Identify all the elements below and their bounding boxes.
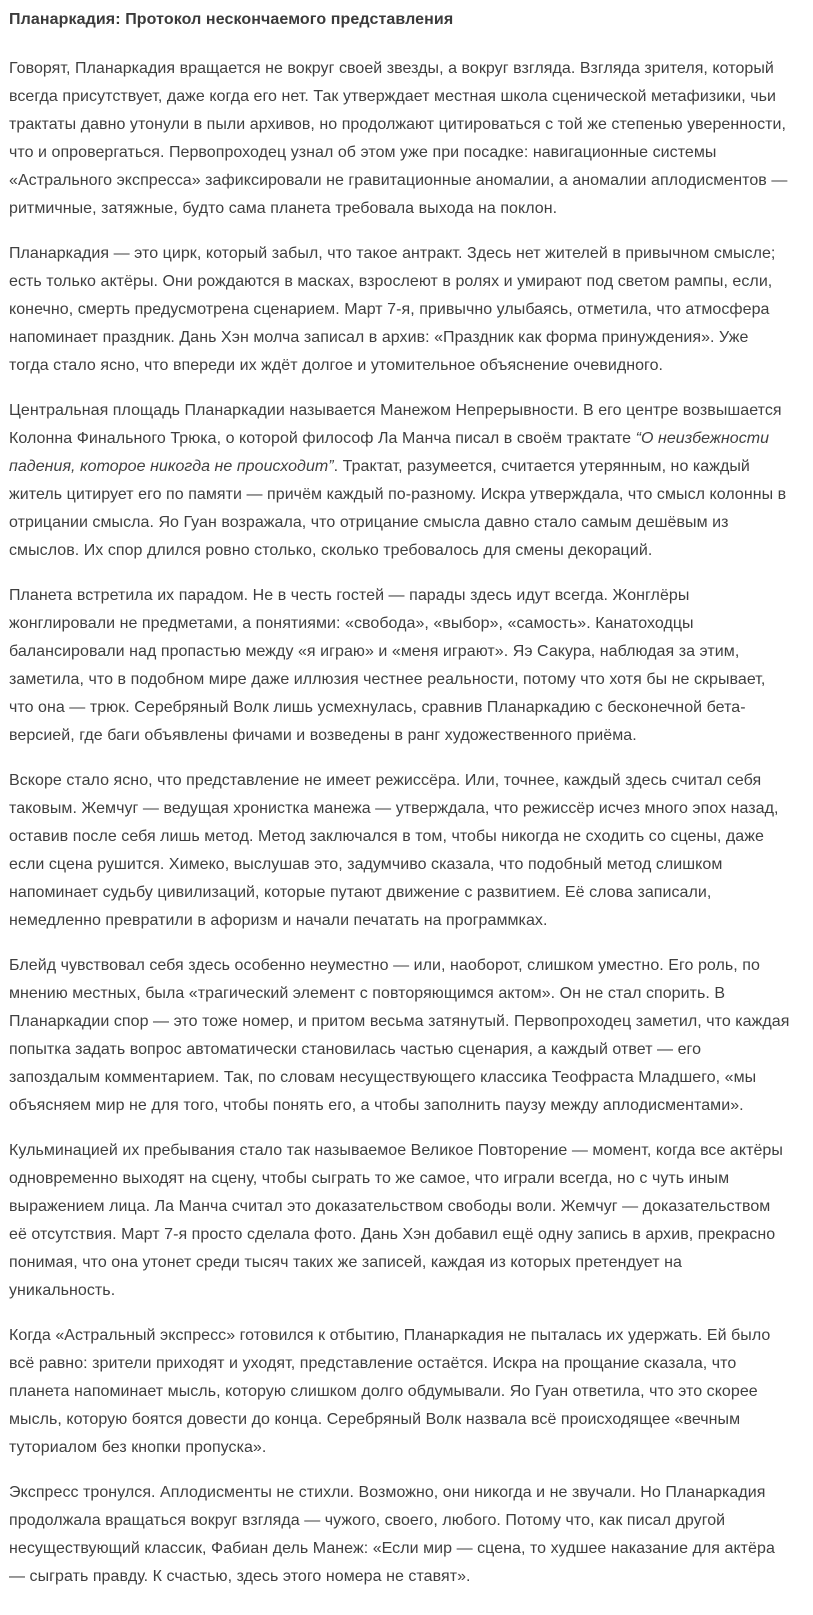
article-body	[9, 55, 792, 1591]
paragraph-text: Кульминацией их пребывания стало так называемое Великое Повторение — момент, когда все актёры одновременно выходят на сцену, чтобы сыграть то же самое, что играли всегда, но с чуть иным выражением лица. Ла Манча считал это доказательством свободы воли. Жемчуг — доказательством её отсутствия. Март 7-я просто сделала фото. Дань Хэн добавил ещё одну запись в архив, прекрасно понимая, что она утонет среди тысяч таких же записей, каждая из которых претендует на уникальность.	[9, 1142, 783, 1299]
paragraph	[9, 767, 792, 935]
paragraph	[9, 55, 792, 223]
paragraph	[9, 952, 792, 1120]
paragraph	[9, 240, 792, 380]
paragraph	[9, 397, 792, 565]
paragraph-text: Центральная площадь Планаркадии называется Манежом Непрерывности. В его центре возвышается Колонна Финального Трюка, о которой философ Ла Манча писал в своём трактате	[9, 402, 782, 447]
paragraph	[9, 1479, 792, 1591]
paragraph-text: Когда «Астральный экспресс» готовился к отбытию, Планаркадия не пыталась их удержать. Ей было всё равно: зрители приходят и уходят, представление остаётся. Искра на прощание сказала, что планета напоминает мысль, которую слишком долго обдумывали. Яо Гуан ответила, что это скорее мысль, которую боятся довести до конца. Серебряный Волк назвала всё происходящее «вечным туториалом без кнопки пропуска».	[9, 1327, 771, 1456]
page-title: Планаркадия: Протокол нескончаемого представления	[9, 11, 454, 28]
paragraph-text: Планета встретила их парадом. Не в честь гостей — парады здесь идут всегда. Жонглёры жонглировали не предметами, а понятиями: «свобода», «выбор», «самость». Канатоходцы балансировали над пропастью между «я играю» и «меня играют». Яэ Сакура, наблюдая за этим, заметила, что в подобном мире даже иллюзия честнее реальности, потому что хотя бы не скрывает, что она — трюк. Серебряный Волк лишь усмехнулась, сравнив Планаркадию с бесконечной бета-версией, где баги объявлены фичами и возведены в ранг художественного приёма.	[9, 587, 766, 744]
paragraph	[9, 582, 792, 750]
italic-quote-text: “О неизбежности падения, которое никогда не происходит”	[9, 430, 770, 475]
paragraph-text: Планаркадия — это цирк, который забыл, что такое антракт. Здесь нет жителей в привычном смысле; есть только актёры. Они рождаются в масках, взрослеют в ролях и умирают под светом рампы, если, конечно, смерть предусмотрена сценарием. Март 7-я, привычно улыбаясь, отметила, что атмосфера напоминает праздник. Дань Хэн молча записал в архив: «Праздник как форма принуждения». Уже тогда стало ясно, что впереди их ждёт долгое и утомительное объяснение очевидного.	[9, 245, 776, 374]
paragraph-text: Говорят, Планаркадия вращается не вокруг своей звезды, а вокруг взгляда. Взгляда зрителя, который всегда присутствует, даже когда его нет. Так утверждает местная школа сценической метафизики, чьи трактаты давно утонули в пыли архивов, но продолжают цитироваться с той же степенью уверенности, что и опровергаться. Первопроходец узнал об этом уже при посадке: навигационные системы «Астрального экспресса» зафиксировали не гравитационные аномалии, а аномалии аплодисментов — ритмичные, затяжные, будто сама планета требовала выхода на поклон.	[9, 60, 788, 217]
paragraph	[9, 1137, 792, 1305]
paragraph-text: Экспресс тронулся. Аплодисменты не стихли. Возможно, они никогда и не звучали. Но Планаркадия продолжала вращаться вокруг взгляда — чужого, своего, любого. Потому что, как писал другой несуществующий классик, Фабиан дель Манеж: «Если мир — сцена, то худшее наказание для актёра — сыграть правду. К счастью, здесь этого номера не ставят».	[9, 1484, 775, 1585]
paragraph-text: Блейд чувствовал себя здесь особенно неуместно — или, наоборот, слишком уместно. Его роль, по мнению местных, была «трагический элемент с повторяющимся актом». Он не стал спорить. В Планаркадии спор — это тоже номер, и притом весьма затянутый. Первопроходец заметил, что каждая попытка задать вопрос автоматически становилась частью сценария, а каждый ответ — его запоздалым комментарием. Так, по словам несуществующего классика Теофраста Младшего, «мы объясняем мир не для того, чтобы понять его, а чтобы заполнить паузу между аплодисментами».	[9, 957, 790, 1114]
paragraph-text: . Трактат, разумеется, считается утерянным, но каждый житель цитирует его по памяти — причём каждый по-разному. Искра утверждала, что смысл колонны в отрицании смысла. Яо Гуан возражала, что отрицание смысла давно стало самым дешёвым из смыслов. Их спор длился ровно столько, сколько требовалось для смены декораций.	[9, 458, 787, 559]
paragraph	[9, 1322, 792, 1462]
paragraph-text: Вскоре стало ясно, что представление не имеет режиссёра. Или, точнее, каждый здесь считал себя таковым. Жемчуг — ведущая хронистка манежа — утверждала, что режиссёр исчез много эпох назад, оставив после себя лишь метод. Метод заключался в том, чтобы никогда не сходить со сцены, даже если сцена рушится. Химеко, выслушав это, задумчиво сказала, что подобный метод слишком напоминает судьбу цивилизаций, которые путают движение с развитием. Её слова записали, немедленно превратили в афоризм и начали печатать на программках.	[9, 772, 779, 929]
